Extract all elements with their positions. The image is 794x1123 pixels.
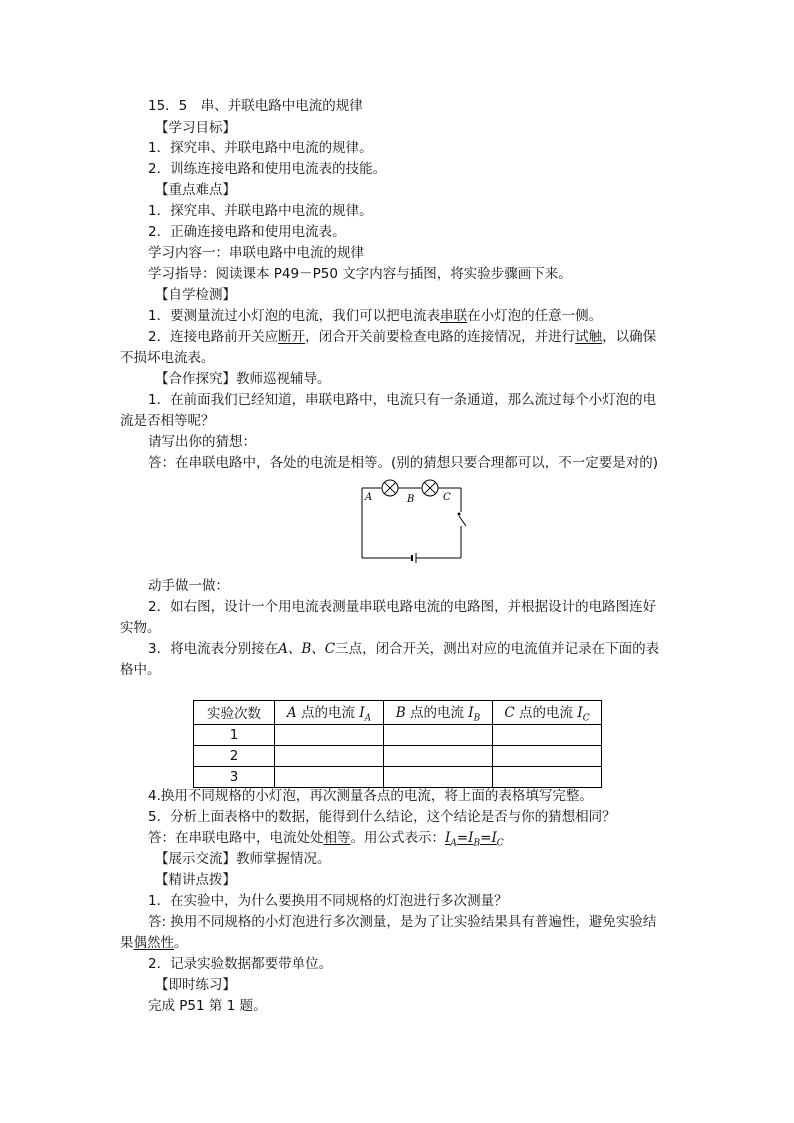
subscript: C [496,838,504,849]
point-c: C [504,705,515,721]
self-check-2 [148,327,656,347]
header-current-b [384,701,493,725]
page-title: 15．5 串、并联电路中电流的规律 [148,98,363,114]
subscript: C [582,713,590,724]
table-row [194,745,602,766]
practice-heading: 【即时练习】 [155,977,236,993]
key-1: 1．探究串、并联电路中电流的规律。 [148,203,373,219]
guess-answer: 答：在串联电路中，各处的电流是相等。(别的猜想只要合理都可以，不一定要是对的) [148,455,659,471]
answer-5-mid: 。用公式表示： [350,830,445,846]
coop-line [155,369,331,389]
table-row [194,766,602,787]
table-row [194,724,602,745]
header-text: 点的电流 [519,705,574,721]
subscript: A [364,713,372,724]
goals-heading: 【学习目标】 [155,120,236,136]
empty-cell [493,766,602,787]
empty-cell [493,745,602,766]
key-heading: 【重点难点】 [155,182,236,198]
header-current-a [275,701,384,725]
subscript: B [473,838,481,849]
header-current-c [493,701,602,725]
point-a: A [286,705,297,721]
equals-sign: = [480,830,492,846]
do-it-label: 动手做一做： [148,578,229,594]
switch-pivot [458,513,461,516]
answer-tail: 。 [174,935,188,951]
explain-1-answer-cont [120,933,188,953]
guess-prompt: 请写出你的猜想： [148,434,256,450]
header-text: 点的电流 [409,705,464,721]
empty-cell [384,745,493,766]
blank-answer: 相等 [323,830,351,846]
trial-number: 3 [194,766,275,787]
step-5: 5．分析上面表格中的数据，能得到什么结论，这个结论是否与你的猜想相同？ [148,809,616,825]
content-title: 学习内容一：串联电路中电流的规律 [148,245,364,261]
explain-1: 1．在实验中，为什么要换用不同规格的灯泡进行多次测量？ [148,893,508,909]
blank-answer: 断开 [278,329,306,345]
label-c: C [443,492,451,503]
show-line [155,849,331,869]
step-3-cont: 格中。 [120,662,161,678]
empty-cell [275,766,384,787]
show-note: 教师掌握情况。 [236,851,331,867]
measurement-table [193,700,602,788]
step-3-tail: 三点，闭合开关，测出对应的电流值并记录在下面的表 [335,641,660,657]
point-b: B [395,705,406,721]
practice-text: 完成 P51 第 1 题。 [148,998,267,1014]
series-circuit-diagram [355,476,470,564]
label-a: A [365,492,373,503]
blank-answer: 串联 [440,308,468,324]
self-check-2-mid: ，闭合开关前要检查电路的连接情况，并进行 [305,329,576,345]
equals-sign: = [456,830,469,846]
empty-cell [493,724,602,745]
key-2: 2．正确连接电路和使用电流表。 [148,224,346,240]
explain-2: 2．记录实验数据都要带单位。 [148,956,333,972]
blank-answer: 试触 [575,329,603,345]
answer-text: 果 [120,935,134,951]
current-symbol: I [577,705,583,721]
step-2: 2．如右图，设计一个用电流表测量串联电路电流的电路图，并根据设计的电路图连好 [148,599,657,615]
explain-1-answer: 答: 换用不同规格的小灯泡进行多次测量，是为了让实验结果具有普遍性，避免实验结 [148,914,657,930]
switch-lever [459,516,466,526]
coop-note: 教师巡视辅导。 [236,371,331,387]
current-symbol: I [445,830,451,846]
answer-5-text: 答：在串联电路中，电流处处 [148,830,324,846]
coop-heading: 【合作探究】 [155,371,236,387]
self-check-1-tail: 在小灯泡的任意一侧。 [467,308,603,324]
trial-number: 1 [194,724,275,745]
blank-answer: 偶然性 [133,935,174,951]
label-b: B [407,494,415,505]
empty-cell [275,745,384,766]
self-check-2-text: 2．连接电路前开关应 [148,329,279,345]
trial-number: 2 [194,745,275,766]
goal-2: 2．训练连接电路和使用电流表的技能。 [148,161,387,177]
self-check-1 [148,306,602,326]
explain-heading: 【精讲点拨】 [155,872,236,888]
goal-1: 1．探究串、并联电路中电流的规律。 [148,140,373,156]
subscript: A [450,838,457,849]
current-symbol: I [468,705,474,721]
current-symbol: I [491,830,497,846]
header-text: 点的电流 [300,705,355,721]
self-check-heading: 【自学检测】 [155,287,236,303]
coop-1: 1．在前面我们已经知道，串联电路中，电流只有一条通道，那么流过每个小灯泡的电 [148,392,657,408]
step-3-text: 3．将电流表分别接在 [148,641,279,657]
study-guide: 学习指导：阅读课本 P49－P50 文字内容与插图，将实验步骤画下来。 [148,266,572,282]
empty-cell [384,724,493,745]
subscript: B [473,713,481,724]
self-check-2-cont: 不损坏电流表。 [120,350,215,366]
current-symbol: I [468,830,474,846]
formula [445,830,504,849]
header-trial: 实验次数 [194,701,275,725]
self-check-2-tail: ，以确保 [602,329,657,345]
step-4: 4.换用不同规格的小灯泡，再次测量各点的电流，将上面的表格填写完整。 [148,788,593,804]
empty-cell [275,724,384,745]
step-2-cont: 实物。 [120,620,161,636]
show-heading: 【展示交流】 [155,851,236,867]
current-symbol: I [359,705,365,721]
point-labels: A、B、C [278,641,336,657]
step-3 [148,639,659,659]
table-header-row [194,701,602,725]
empty-cell [384,766,493,787]
self-check-1-text: 1．要测量流过小灯泡的电流，我们可以把电流表 [148,308,441,324]
coop-1-cont: 流是否相等呢？ [120,413,215,429]
